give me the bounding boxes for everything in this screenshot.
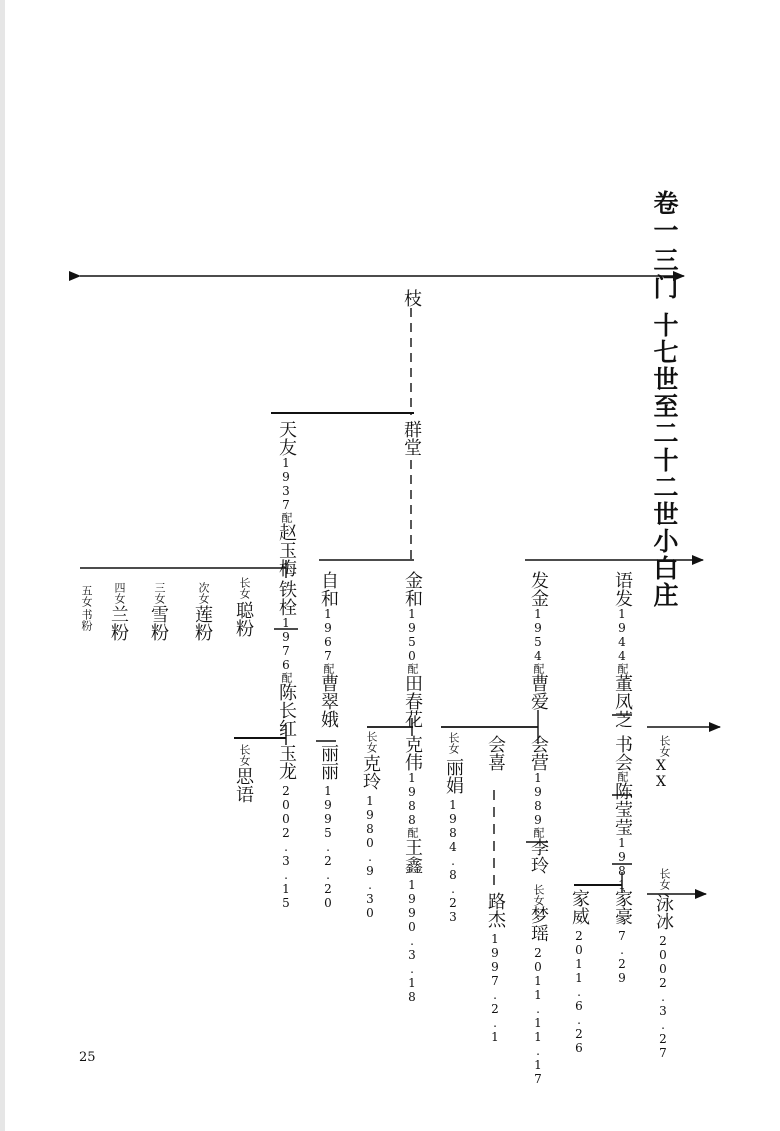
person-shu-hui: 书会配陈莹莹1981 — [612, 735, 633, 892]
qun-tang-label: 群堂 — [401, 420, 422, 456]
tag-xue-fen: 三女 — [153, 582, 166, 604]
tag-xx: 长女 — [658, 735, 671, 757]
person-jia-wei: 家威2011.6.26 — [569, 889, 590, 1055]
person-lu-jie: 路杰1997.2.1 — [485, 892, 506, 1044]
person-lian-fen: 莲粉 — [192, 605, 213, 641]
person-yong-bing: 泳冰2002.3.27 — [653, 894, 674, 1060]
person-hui-ying: 会营1989配李玲 — [528, 735, 549, 874]
tag-cong-fen: 长女 — [238, 577, 251, 599]
volume-title: 卷一 — [650, 190, 679, 244]
person-yu-fa: 语发1944配董凤芝 — [612, 571, 633, 728]
person-tie-shuan: 铁栓1976配陈长红 — [276, 580, 297, 737]
page-title: 十七世至二十二世小白庄 — [650, 312, 679, 609]
person-ke-ling: 克玲1980.9.30 — [360, 754, 381, 920]
person-meng-yao: 长女梦瑶2011.11.17 — [528, 884, 549, 1086]
person-li-juan: 丽娟1984.8.23 — [443, 758, 464, 924]
person-lan-fen: 兰粉 — [108, 605, 129, 641]
tag-ke-ling: 长女 — [365, 731, 378, 753]
tag-si-yu: 长女 — [238, 744, 251, 766]
person-si-yu: 思语 — [233, 767, 254, 803]
person-zi-he: 自和1967配曹翠娥 — [318, 571, 339, 728]
page-number: 25 — [79, 1050, 96, 1065]
tag-lian-fen: 次女 — [197, 582, 210, 604]
person-tian-you: 天友1937配赵玉梅 — [276, 420, 297, 577]
tag-shu-fen: 五女 — [80, 585, 93, 607]
zhi-label: 枝 — [401, 289, 422, 307]
person-shu-fen: 书粉 — [80, 609, 93, 631]
person-fa-jin: 发金1954配曹爱 — [528, 571, 549, 710]
person-li-li: 丽丽1995.2.20 — [318, 744, 339, 910]
person-hui-xi: 会喜 — [485, 735, 506, 771]
person-xx: XX — [653, 758, 669, 790]
person-jia-hao: 家豪7.29 — [612, 889, 633, 985]
tag-li-juan: 长女 — [447, 732, 460, 754]
person-yu-long: 玉龙2002.3.15 — [276, 744, 297, 910]
branch-title: 三门 — [650, 247, 679, 301]
person-ke-wei: 克伟1988配王鑫1990.3.18 — [402, 735, 423, 1004]
tag-lan-fen: 四女 — [113, 582, 126, 604]
person-xue-fen: 雪粉 — [148, 605, 169, 641]
tag-yong-bing: 长女 — [658, 868, 671, 890]
person-jin-he: 金和1950配田春花 — [402, 571, 423, 728]
person-cong-fen: 聪粉 — [233, 601, 254, 637]
